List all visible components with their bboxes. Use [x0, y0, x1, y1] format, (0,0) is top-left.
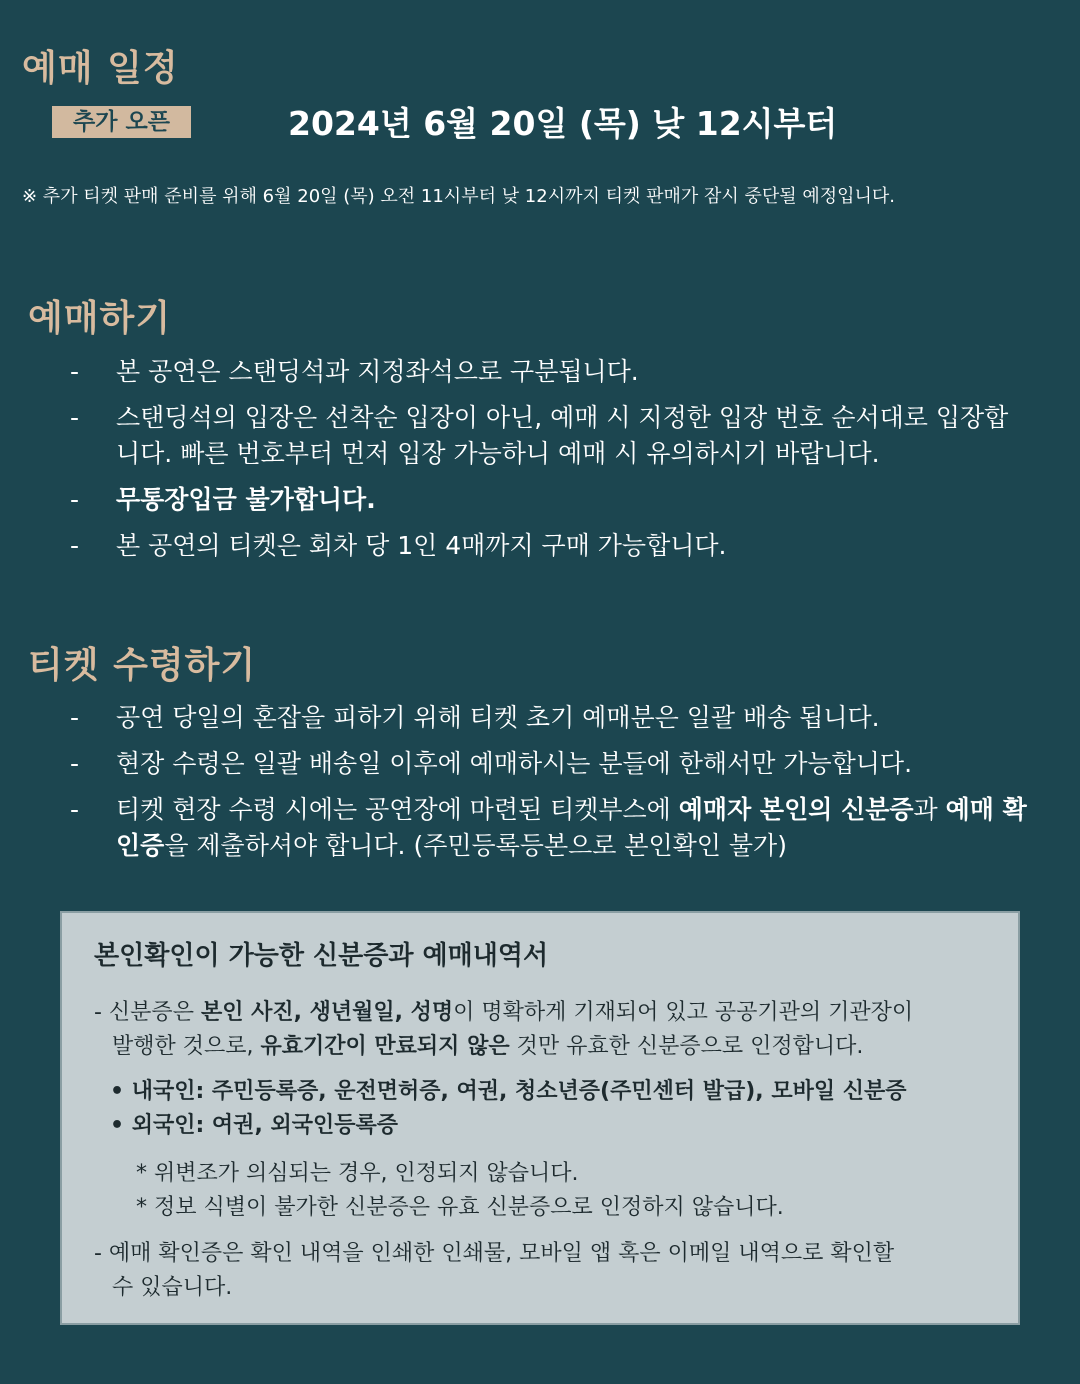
list-item: • 내국인: 주민등록증, 운전면허증, 여권, 청소년증(주민센터 발급), 모바일 신분증	[110, 1079, 907, 1104]
note-item: * 위변조가 의심되는 경우, 인정되지 않습니다.	[136, 1161, 579, 1186]
list-item-text: 본 공연의 티켓은 회차 당 1인 4매까지 구매 가능합니다.	[116, 531, 727, 560]
schedule-title: 예매 일정	[22, 48, 179, 89]
open-date: 2024년 6월 20일 (목) 낮 12시부터	[288, 104, 838, 143]
list-item-text: 과	[913, 795, 946, 824]
para-text: - 예매 확인증은 확인 내역을 인쇄한 인쇄물, 모바일 앱 혹은 이메일 내역으로 확인할	[94, 1241, 895, 1266]
pickup-title: 티켓 수령하기	[28, 645, 257, 686]
list-item	[70, 482, 1030, 518]
list-item-text: 공연 당일의 혼잡을 피하기 위해 티켓 초기 예매분은 일괄 배송 됩니다.	[116, 703, 880, 732]
emphasis-id: 예매자 본인의 신분증	[678, 795, 914, 824]
emphasis-confirmation: 예매 확인증	[116, 795, 1027, 860]
list-item-text: 본 공연은 스탠딩석과 지정좌석으로 구분됩니다.	[116, 357, 639, 386]
id-type-list	[110, 1075, 907, 1143]
sale-pause-notice: ※ 추가 티켓 판매 준비를 위해 6월 20일 (목) 오전 11시부터 낮 12시까지 티켓 판매가 잠시 중단될 예정입니다.	[22, 186, 896, 207]
para-line-2	[94, 1030, 1014, 1064]
id-notes	[136, 1157, 784, 1225]
emphasis-validity: 유효기간이 만료되지 않은	[260, 1034, 510, 1059]
list-item-text: 스탠딩석의 입장은 선착순 입장이 아닌, 예매 시 지정한 입장 번호 순서대로 입장합니다. 빠른 번호부터 먼저 입장 가능하니 예매 시 유의하시기 바랍니다.	[116, 403, 1009, 468]
para-text: 것만 유효한 신분증으로 인정합니다.	[509, 1034, 864, 1059]
emphasis-required-fields: 본인 사진, 생년월일, 성명	[200, 1000, 454, 1025]
list-item-text: 티켓 현장 수령 시에는 공연장에 마련된 티켓부스에	[116, 795, 679, 824]
list-item-text: 을 제출하셔야 합니다. (주민등록등본으로 본인확인 불가)	[164, 831, 787, 860]
para-line-2: 수 있습니다.	[112, 1275, 233, 1300]
list-item: • 외국인: 여권, 외국인등록증	[110, 1113, 398, 1138]
para-text: 이 명확하게 기재되어 있고 공공기관의 기관장이	[453, 1000, 914, 1025]
id-box-title: 본인확인이 가능한 신분증과 예매내역서	[94, 941, 549, 971]
list-item	[70, 700, 1030, 736]
list-item	[70, 400, 1030, 472]
booking-title: 예매하기	[28, 298, 172, 339]
add-open-badge: 추가 오픈	[52, 106, 191, 138]
id-paragraph	[94, 996, 1014, 1064]
para-text: 발행한 것으로,	[112, 1034, 261, 1059]
booking-list	[70, 354, 1030, 574]
list-item	[70, 746, 1030, 782]
list-item	[70, 792, 1030, 864]
para-text: - 신분증은	[94, 1000, 201, 1025]
list-item	[70, 354, 1030, 390]
list-item-text: 현장 수령은 일괄 배송일 이후에 예매하시는 분들에 한해서만 가능합니다.	[116, 749, 913, 778]
list-item-text: 무통장입금 불가합니다.	[116, 485, 376, 514]
pickup-list	[70, 700, 1030, 874]
confirmation-paragraph	[94, 1237, 1014, 1305]
id-info-box	[60, 911, 1020, 1325]
note-item: * 정보 식별이 불가한 신분증은 유효 신분증으로 인정하지 않습니다.	[136, 1195, 784, 1220]
list-item	[70, 528, 1030, 564]
